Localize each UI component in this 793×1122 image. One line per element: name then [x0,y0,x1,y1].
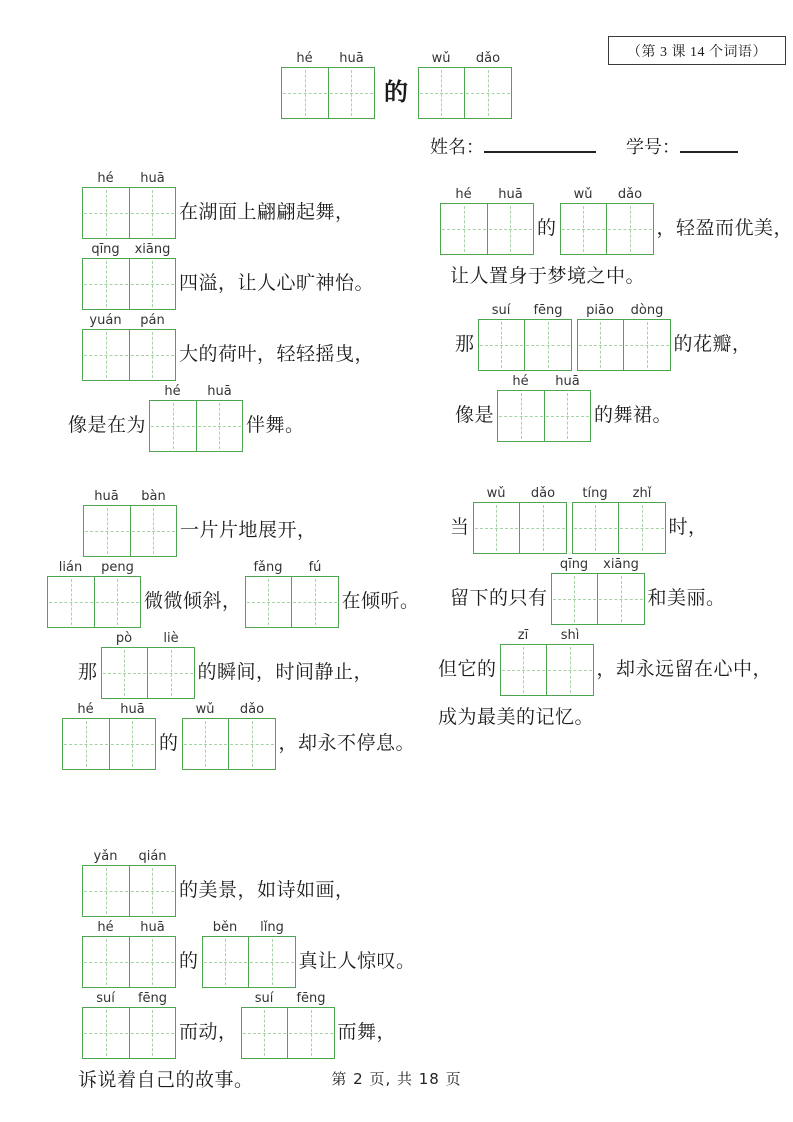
sentence-text: 像是在为 [68,415,147,436]
pinyin-label [101,630,195,647]
pinyin-syllable: piāo [586,303,614,318]
pinyin-label [440,186,534,203]
grid-cell[interactable] [129,188,176,238]
pinyin-label [478,302,572,319]
section-paragraph-1-right [437,186,793,444]
grid-cell[interactable] [501,645,547,695]
grid-cell[interactable] [561,204,607,254]
worksheet-line [452,302,793,371]
sentence-text: 像是 [455,405,495,426]
worksheet-line [281,50,512,119]
word-box [418,50,512,119]
section-paragraph-1-left [65,170,377,454]
pinyin-label [82,241,176,258]
pinyin-label [577,302,671,319]
sentence-text: 真让人惊叹。 [298,951,416,972]
name-label: 姓名： [430,137,484,157]
grid-cell[interactable] [242,1008,288,1058]
pinyin-syllable: yuán [89,313,122,328]
writing-grid [551,573,645,625]
student-id-label: 学号： [626,137,680,157]
writing-grid [82,187,176,239]
pinyin-syllable: pán [140,313,165,328]
grid-cell[interactable] [573,503,619,553]
sentence-text: 大的荷叶，轻轻摇曳， [179,344,375,365]
pinyin-syllable: suí [96,991,115,1006]
sentence-text: 那 [455,334,475,355]
pinyin-syllable: zhǐ [632,486,652,501]
worksheet-line [62,701,423,770]
grid-cell[interactable] [464,68,511,118]
grid-cell[interactable] [48,577,94,627]
grid-cell[interactable] [83,259,129,309]
sentence-text: 让人置身于梦境之中。 [450,266,646,287]
grid-cell[interactable] [203,937,249,987]
pinyin-syllable: hé [296,51,313,66]
pinyin-label [560,186,654,203]
grid-cell[interactable] [83,937,129,987]
word-box [82,312,176,381]
word-box [577,302,671,371]
worksheet-line [82,170,377,239]
writing-grid [182,718,276,770]
pinyin-syllable: dǎo [239,702,265,717]
pinyin-syllable: huā [94,489,119,504]
sentence-text: ，却永远留在心中， [596,659,773,680]
grid-cell[interactable] [578,320,624,370]
word-box [62,701,156,770]
pinyin-label [82,990,176,1007]
pinyin-syllable: hé [164,384,181,399]
pinyin-syllable: hé [455,187,472,202]
grid-cell[interactable] [83,1008,129,1058]
pinyin-syllable: xiāng [603,557,639,572]
sentence-text: 时， [668,517,708,538]
grid-cell[interactable] [83,188,129,238]
word-box [473,485,567,554]
sentence-text: 留下的只有 [450,588,548,609]
grid-cell[interactable] [94,577,141,627]
grid-cell[interactable] [487,204,534,254]
pinyin-syllable: wǔ [486,486,506,501]
pinyin-syllable: huā [207,384,232,399]
writing-grid [82,329,176,381]
word-box [101,630,195,699]
word-box [202,919,296,988]
grid-cell[interactable] [129,1008,176,1058]
writing-grid [245,576,339,628]
writing-grid [47,576,141,628]
pinyin-label [47,559,141,576]
sentence-text: 在倾听。 [341,591,420,612]
word-box [572,485,666,554]
worksheet-line [452,373,793,442]
worksheet-line [82,848,419,917]
word-box [82,170,176,239]
sentence-text: 微微倾斜， [144,591,242,612]
name-input-line[interactable] [484,138,596,153]
word-box [182,701,276,770]
worksheet-line [440,186,793,255]
grid-cell[interactable] [419,68,465,118]
word-box [440,186,534,255]
grid-cell[interactable] [291,577,338,627]
pinyin-syllable: wǔ [431,51,451,66]
writing-grid [577,319,671,371]
grid-cell[interactable] [63,719,109,769]
word-box [82,990,176,1059]
writing-grid [500,644,594,696]
word-box [478,302,572,371]
pinyin-label [83,488,177,505]
writing-grid [572,502,666,554]
grid-cell[interactable] [623,320,670,370]
pinyin-label [281,50,375,67]
pinyin-syllable: hé [97,920,114,935]
pinyin-syllable: pò [115,631,133,646]
pinyin-label [241,990,335,1007]
pinyin-label [473,485,567,502]
worksheet-line [435,627,775,696]
pinyin-syllable: bàn [141,489,166,504]
grid-cell[interactable] [147,648,194,698]
writing-grid [83,505,177,557]
writing-grid [440,203,534,255]
pinyin-syllable: huā [555,374,580,389]
pinyin-syllable: fú [308,560,322,575]
worksheet-line [82,312,377,381]
pinyin-syllable: běn [212,920,238,935]
pinyin-label [551,556,645,573]
worksheet-line [447,556,775,625]
pinyin-syllable: shì [560,628,580,643]
pinyin-syllable: huā [120,702,145,717]
grid-cell[interactable] [228,719,275,769]
pinyin-syllable: huā [498,187,523,202]
sentence-text: 而舞， [337,1022,397,1043]
writing-grid [149,400,243,452]
writing-grid [82,258,176,310]
worksheet-line [447,485,775,554]
pinyin-syllable: yǎn [93,849,118,864]
sentence-text: 成为最美的记忆。 [438,707,595,728]
worksheet-title [281,50,512,121]
sentence-text: 的舞裙。 [594,405,673,426]
pinyin-syllable: dǎo [617,187,643,202]
pinyin-label [82,170,176,187]
worksheet-line [47,559,423,628]
grid-cell[interactable] [196,401,243,451]
writing-grid [82,936,176,988]
sentence-text: 而动， [179,1022,238,1043]
pinyin-syllable: fǎng [253,560,283,575]
pinyin-syllable: lǐng [260,920,284,935]
word-box [551,556,645,625]
grid-cell[interactable] [441,204,487,254]
word-box [500,627,594,696]
pinyin-syllable: huā [339,51,364,66]
pinyin-label [572,485,666,502]
student-id-input-line[interactable] [680,138,738,153]
sentence-text: 和美丽。 [647,588,726,609]
grid-cell[interactable] [130,506,177,556]
pinyin-label [62,701,156,718]
sentence-text: 的 [159,733,179,754]
pinyin-syllable: wǔ [195,702,215,717]
pinyin-label [182,701,276,718]
pinyin-syllable: hé [512,374,529,389]
word-box [82,241,176,310]
worksheet-line [83,488,423,557]
pinyin-syllable: lián [58,560,83,575]
worksheet-line [82,919,419,988]
worksheet-line [75,630,423,699]
pinyin-syllable: wǔ [573,187,593,202]
grid-cell[interactable] [150,401,196,451]
pinyin-syllable: peng [101,560,134,575]
writing-grid [62,718,156,770]
grid-cell[interactable] [246,577,292,627]
worksheet-line [65,383,377,452]
pinyin-label [82,919,176,936]
grid-cell[interactable] [183,719,229,769]
pinyin-label [149,383,243,400]
sentence-text: 诉说着自己的故事。 [78,1070,254,1091]
pinyin-syllable: hé [77,702,94,717]
word-box [241,990,335,1059]
writing-grid [82,1007,176,1059]
writing-grid [202,936,296,988]
pinyin-syllable: dòng [630,303,664,318]
sentence-text: 的 [537,218,557,239]
writing-grid [478,319,572,371]
pinyin-syllable: dǎo [530,486,556,501]
pinyin-label [202,919,296,936]
writing-grid [497,390,591,442]
pinyin-syllable: hé [97,171,114,186]
grid-cell[interactable] [109,719,156,769]
grid-cell[interactable] [519,503,566,553]
pinyin-syllable: xiāng [134,242,171,257]
grid-cell[interactable] [474,503,520,553]
pinyin-label [245,559,339,576]
pinyin-syllable: suí [254,991,274,1006]
grid-cell[interactable] [544,391,591,441]
writing-grid [473,502,567,554]
grid-cell[interactable] [83,330,129,380]
pinyin-syllable: fēng [137,991,168,1006]
sentence-text: 伴舞。 [246,415,305,436]
pinyin-syllable: qián [138,849,167,864]
sentence-text: 的瞬间，时间静止， [197,662,374,683]
pinyin-syllable: qīng [91,242,120,257]
grid-cell[interactable] [287,1008,334,1058]
sentence-text: 那 [78,662,98,683]
writing-grid [281,67,375,119]
grid-cell[interactable] [282,68,328,118]
word-box [82,919,176,988]
pinyin-syllable: liè [163,631,179,646]
grid-cell[interactable] [129,259,176,309]
worksheet-line [447,264,793,290]
sentence-text: 但它的 [438,659,497,680]
grid-cell[interactable] [129,866,176,916]
lesson-tag: （第 3 课 14 个词语） [608,36,786,65]
sentence-text: ，却永不停息。 [278,733,416,754]
name-line [430,133,738,159]
writing-grid [241,1007,335,1059]
pinyin-label [418,50,512,67]
word-box [83,488,177,557]
writing-grid [82,865,176,917]
writing-grid [418,67,512,119]
word-box [560,186,654,255]
pinyin-syllable: qīng [559,557,589,572]
grid-cell[interactable] [597,574,644,624]
sentence-text: 当 [450,517,470,538]
word-box [82,848,176,917]
grid-cell[interactable] [102,648,148,698]
sentence-text: 一片片地展开， [180,520,317,541]
page-footer: 第 2 页, 共 18 页 [331,1070,462,1088]
grid-cell[interactable] [552,574,598,624]
worksheet-line [82,241,377,310]
grid-cell[interactable] [129,937,176,987]
sentence-text: 的 [179,951,199,972]
word-box [149,383,243,452]
grid-cell[interactable] [524,320,571,370]
writing-grid [560,203,654,255]
sentence-text: 四溢，让人心旷神怡。 [179,273,375,294]
sentence-text: 的 [384,80,409,106]
pinyin-syllable: huā [140,920,165,935]
pinyin-syllable: zī [517,628,529,643]
pinyin-label [497,373,591,390]
pinyin-syllable: fēng [533,303,563,318]
word-box [245,559,339,628]
worksheet-line [435,705,775,731]
worksheet-line [82,990,419,1059]
section-paragraph-2-left [47,488,423,772]
pinyin-syllable: fēng [296,991,326,1006]
section-paragraph-2-right [435,485,775,743]
grid-cell[interactable] [479,320,525,370]
writing-grid [101,647,195,699]
grid-cell[interactable] [498,391,544,441]
pinyin-syllable: dǎo [475,51,501,66]
pinyin-syllable: huā [140,171,165,186]
pinyin-syllable: suí [491,303,511,318]
word-box [47,559,141,628]
word-box [281,50,375,119]
pinyin-label [82,848,176,865]
sentence-text: 的美景，如诗如画， [179,880,355,901]
pinyin-label [82,312,176,329]
sentence-text: ，轻盈而优美， [656,218,793,239]
grid-cell[interactable] [83,866,129,916]
grid-cell[interactable] [84,506,130,556]
grid-cell[interactable] [606,204,653,254]
grid-cell[interactable] [328,68,375,118]
grid-cell[interactable] [546,645,593,695]
word-box [497,373,591,442]
pinyin-label [500,627,594,644]
grid-cell[interactable] [618,503,665,553]
grid-cell[interactable] [248,937,295,987]
sentence-text: 在湖面上翩翩起舞， [179,202,355,223]
sentence-text: 的花瓣， [673,334,752,355]
pinyin-syllable: tíng [582,486,608,501]
grid-cell[interactable] [129,330,176,380]
